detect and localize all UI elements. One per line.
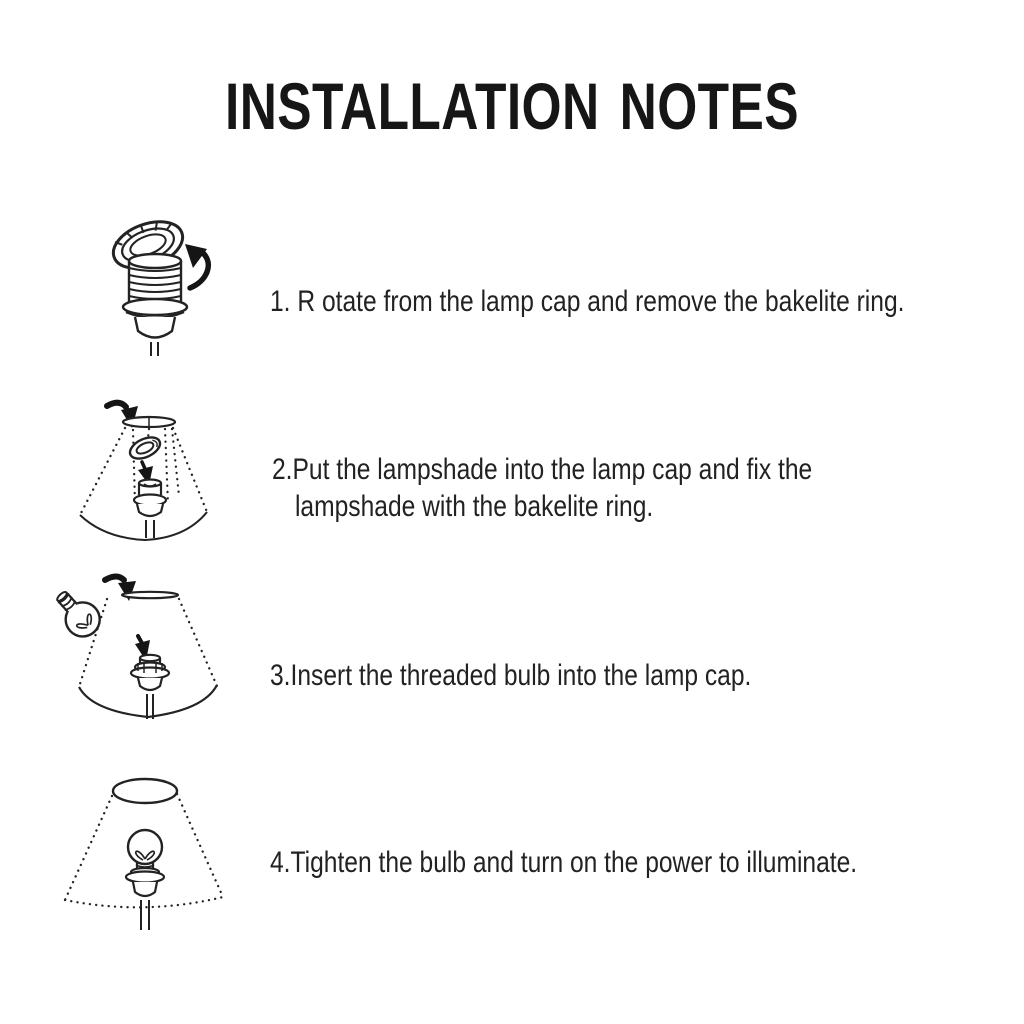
step4-drawing (60, 770, 230, 935)
step2-line1: 2.Put the lampshade into the lamp cap and fix the (272, 453, 813, 486)
step2-text (272, 451, 812, 525)
rotation-arrow-icon (185, 244, 208, 288)
step2-line2: lampshade with the bakelite ring. (294, 490, 654, 523)
step4-line1: 4.Tighten the bulb and turn on the power to illuminate. (270, 846, 858, 879)
step3-drawing (52, 572, 224, 724)
lamp-cap-icon (134, 480, 166, 517)
lampshade-icon (80, 417, 207, 540)
step1-line1: 1. R otate from the lamp cap and remove the bakelite ring. (270, 285, 905, 318)
step2-drawing (76, 396, 214, 546)
step3-text (270, 657, 751, 694)
step1-illustration (110, 216, 222, 358)
lamp-cap-icon (126, 868, 164, 896)
lamp-cap-icon (123, 254, 187, 338)
lamp-cap-icon (131, 655, 169, 690)
step1-drawing (110, 216, 222, 358)
bakelite-ring-icon (127, 433, 164, 463)
step4-text (270, 844, 857, 881)
step4-illustration (60, 770, 230, 935)
step1-text (270, 283, 904, 320)
lamp-stem (141, 900, 149, 930)
page-title: INSTALLATION NOTES (225, 69, 799, 143)
lamp-stem (151, 342, 158, 356)
step3-line1: 3.Insert the threaded bulb into the lamp cap. (270, 659, 752, 692)
lamp-stem (146, 520, 154, 538)
step3-illustration (52, 572, 224, 724)
bulb-icon (128, 830, 162, 871)
lamp-stem (147, 694, 153, 719)
step2-illustration (76, 396, 214, 546)
bulb-icon (52, 583, 107, 643)
